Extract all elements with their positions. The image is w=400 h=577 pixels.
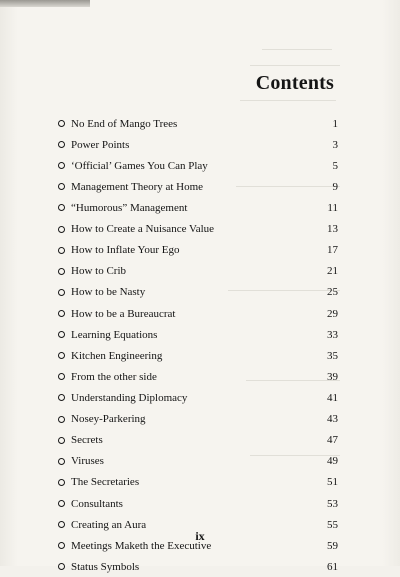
toc-entry-page-number: 5 bbox=[332, 159, 338, 172]
contents-heading: Contents bbox=[255, 72, 334, 94]
show-through-line bbox=[250, 65, 340, 66]
page-edge-shadow bbox=[0, 0, 90, 7]
toc-entry bbox=[58, 219, 338, 240]
toc-entry-page-number: 35 bbox=[327, 349, 338, 362]
toc-entry-page-number: 11 bbox=[327, 201, 338, 214]
toc-entry bbox=[58, 387, 338, 408]
circle-bullet-icon bbox=[58, 416, 65, 423]
circle-bullet-icon bbox=[58, 162, 65, 169]
toc-entry-title: Status Symbols bbox=[71, 560, 140, 573]
show-through-line bbox=[240, 100, 336, 101]
toc-entry-page-number: 55 bbox=[327, 518, 338, 531]
toc-entry-title: Kitchen Engineering bbox=[71, 349, 163, 362]
toc-entry bbox=[58, 366, 338, 387]
circle-bullet-icon bbox=[58, 183, 65, 190]
toc-entry bbox=[58, 409, 338, 430]
circle-bullet-icon bbox=[58, 437, 65, 444]
toc-entry-page-number: 47 bbox=[327, 434, 338, 447]
circle-bullet-icon bbox=[58, 204, 65, 211]
circle-bullet-icon bbox=[58, 521, 65, 528]
toc-entry bbox=[58, 556, 338, 577]
toc-entry-title: Understanding Diplomacy bbox=[71, 391, 188, 404]
toc-entry-title: From the other side bbox=[71, 370, 157, 383]
circle-bullet-icon bbox=[58, 458, 65, 465]
toc-entry-title: How to be Nasty bbox=[71, 286, 146, 299]
toc-entry-page-number: 59 bbox=[327, 539, 338, 552]
toc-entry-title: How to Crib bbox=[71, 265, 126, 278]
toc-entry-title: Power Points bbox=[71, 138, 130, 151]
show-through-line bbox=[262, 49, 332, 50]
toc-entry-page-number: 33 bbox=[327, 328, 338, 341]
circle-bullet-icon bbox=[58, 331, 65, 338]
page-number: ix bbox=[195, 529, 205, 543]
circle-bullet-icon bbox=[58, 310, 65, 317]
toc-entry bbox=[58, 324, 338, 345]
toc-entry-page-number: 49 bbox=[327, 455, 338, 468]
toc-entry-title: Management Theory at Home bbox=[71, 180, 204, 193]
toc-entry-page-number: 51 bbox=[327, 476, 338, 489]
toc-entry bbox=[58, 345, 338, 366]
circle-bullet-icon bbox=[58, 141, 65, 148]
toc-entry bbox=[58, 134, 338, 155]
circle-bullet-icon bbox=[58, 373, 65, 380]
toc-entry-page-number: 53 bbox=[327, 497, 338, 510]
toc-entry-page-number: 13 bbox=[327, 223, 338, 236]
toc-entry-title: How to be a Bureaucrat bbox=[71, 307, 176, 320]
toc-entry-page-number: 29 bbox=[327, 307, 338, 320]
toc-entry bbox=[58, 113, 338, 134]
circle-bullet-icon bbox=[58, 500, 65, 507]
toc-entry-title: Learning Equations bbox=[71, 328, 158, 341]
toc-entry-title: No End of Mango Trees bbox=[71, 117, 178, 130]
toc-entry-page-number: 61 bbox=[327, 560, 338, 573]
toc-entry bbox=[58, 282, 338, 303]
toc-entry-title: Creating an Aura bbox=[71, 518, 147, 531]
toc-entry-page-number: 3 bbox=[332, 138, 338, 151]
toc-entry-page-number: 21 bbox=[327, 265, 338, 278]
toc-entry-page-number: 1 bbox=[332, 117, 338, 130]
toc-entry bbox=[58, 240, 338, 261]
toc-entry bbox=[58, 451, 338, 472]
toc-entry-page-number: 17 bbox=[327, 244, 338, 257]
toc-entry-title: How to Create a Nuisance Value bbox=[71, 223, 215, 236]
toc-entry-title: Nosey-Parkering bbox=[71, 413, 146, 426]
toc-entry-page-number: 41 bbox=[327, 391, 338, 404]
circle-bullet-icon bbox=[58, 268, 65, 275]
table-of-contents bbox=[58, 113, 338, 577]
circle-bullet-icon bbox=[58, 247, 65, 254]
toc-entry bbox=[58, 176, 338, 197]
toc-entry-title: ‘Official’ Games You Can Play bbox=[71, 159, 208, 172]
toc-entry bbox=[58, 261, 338, 282]
toc-entry-page-number: 39 bbox=[327, 370, 338, 383]
toc-entry bbox=[58, 197, 338, 218]
toc-entry bbox=[58, 472, 338, 493]
toc-entry bbox=[58, 493, 338, 514]
circle-bullet-icon bbox=[58, 352, 65, 359]
toc-entry-title: The Secretaries bbox=[71, 476, 140, 489]
toc-entry bbox=[58, 155, 338, 176]
toc-entry-title: Viruses bbox=[71, 455, 104, 468]
circle-bullet-icon bbox=[58, 120, 65, 127]
circle-bullet-icon bbox=[58, 479, 65, 486]
toc-entry-page-number: 43 bbox=[327, 413, 338, 426]
toc-entry-title: Secrets bbox=[71, 434, 103, 447]
circle-bullet-icon bbox=[58, 563, 65, 570]
circle-bullet-icon bbox=[58, 394, 65, 401]
toc-entry-title: “Humorous” Management bbox=[71, 201, 188, 214]
toc-entry-page-number: 9 bbox=[332, 180, 338, 193]
toc-entry bbox=[58, 303, 338, 324]
circle-bullet-icon bbox=[58, 226, 65, 233]
toc-entry-title: How to Inflate Your Ego bbox=[71, 244, 180, 257]
toc-entry bbox=[58, 430, 338, 451]
toc-entry-page-number: 25 bbox=[327, 286, 338, 299]
toc-entry-title: Consultants bbox=[71, 497, 123, 510]
circle-bullet-icon bbox=[58, 289, 65, 296]
toc-entry-title: Meetings Maketh the Executive bbox=[71, 539, 212, 552]
